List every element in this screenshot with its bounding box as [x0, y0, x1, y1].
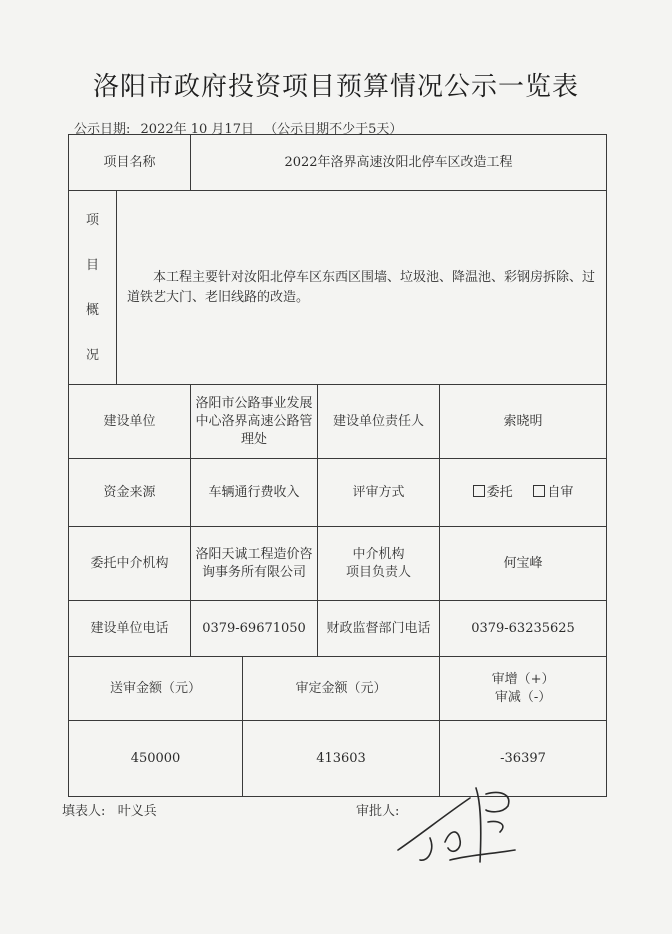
- submitted-amount-value: 450000: [69, 721, 243, 797]
- filler-name: 叶义兵: [117, 804, 157, 819]
- project-name-label: 项目名称: [69, 135, 191, 191]
- overview-text: 本工程主要针对汝阳北停车区东西区围墙、垃圾池、降温池、彩钢房拆除、过道铁艺大门、老旧线路的改造。: [117, 191, 607, 385]
- date-note: （公示日期不少于5天）: [264, 122, 403, 137]
- builder-label: 建设单位: [69, 385, 191, 459]
- diff-amount-label: [440, 657, 607, 721]
- agency-value: 洛阳天诚工程造价咨询事务所有限公司: [191, 527, 318, 601]
- fund-source-label: 资金来源: [69, 459, 191, 527]
- checkbox-delegate[interactable]: [473, 485, 485, 497]
- builder-owner-value: 索晓明: [440, 385, 607, 459]
- review-option-delegate: 委托: [486, 484, 513, 500]
- review-method-label: 评审方式: [318, 459, 440, 527]
- date-value: 2022年 10 月17日: [140, 122, 254, 137]
- builder-value: 洛阳市公路事业发展中心洛界高速公路管理处: [191, 385, 318, 459]
- date-label: 公示日期:: [74, 122, 131, 137]
- review-option-self: 自审: [547, 484, 574, 500]
- project-name-value: 2022年洛界高速汝阳北停车区改造工程: [191, 135, 607, 191]
- submitted-amount-label: 送审金额（元）: [69, 657, 243, 721]
- overview-label-char: 项: [85, 212, 99, 228]
- overview-label-char: 概: [85, 302, 99, 318]
- budget-table: [68, 134, 607, 797]
- agency-owner-label-line2: 项目负责人: [346, 564, 412, 580]
- approved-amount-value: 413603: [243, 721, 440, 797]
- filler-label: 填表人:: [62, 804, 106, 819]
- approved-amount-label: 审定金额（元）: [243, 657, 440, 721]
- handwritten-signature: [390, 780, 530, 870]
- finance-phone-value: 0379-63235625: [440, 601, 607, 657]
- fund-source-value: 车辆通行费收入: [191, 459, 318, 527]
- builder-owner-label: 建设单位责任人: [318, 385, 440, 459]
- checkbox-self[interactable]: [533, 485, 545, 497]
- filler-row: [62, 800, 157, 819]
- overview-label-char: 况: [85, 347, 99, 363]
- agency-owner-label-line1: 中介机构: [352, 546, 405, 562]
- overview-label: [69, 191, 117, 385]
- builder-phone-label: 建设单位电话: [69, 601, 191, 657]
- overview-label-char: 目: [85, 257, 99, 273]
- diff-amount-value: -36397: [440, 721, 607, 797]
- review-method-options: [440, 459, 607, 527]
- diff-label-decrease: 审减（-）: [494, 689, 552, 705]
- approver-label: 审批人:: [356, 804, 400, 819]
- agency-owner-label: [318, 527, 440, 601]
- agency-owner-value: 何宝峰: [440, 527, 607, 601]
- finance-phone-label: 财政监督部门电话: [318, 601, 440, 657]
- agency-label: 委托中介机构: [69, 527, 191, 601]
- diff-label-increase: 审增（+）: [491, 671, 555, 687]
- page-title: 洛阳市政府投资项目预算情况公示一览表: [92, 72, 579, 102]
- builder-phone-value: 0379-69671050: [191, 601, 318, 657]
